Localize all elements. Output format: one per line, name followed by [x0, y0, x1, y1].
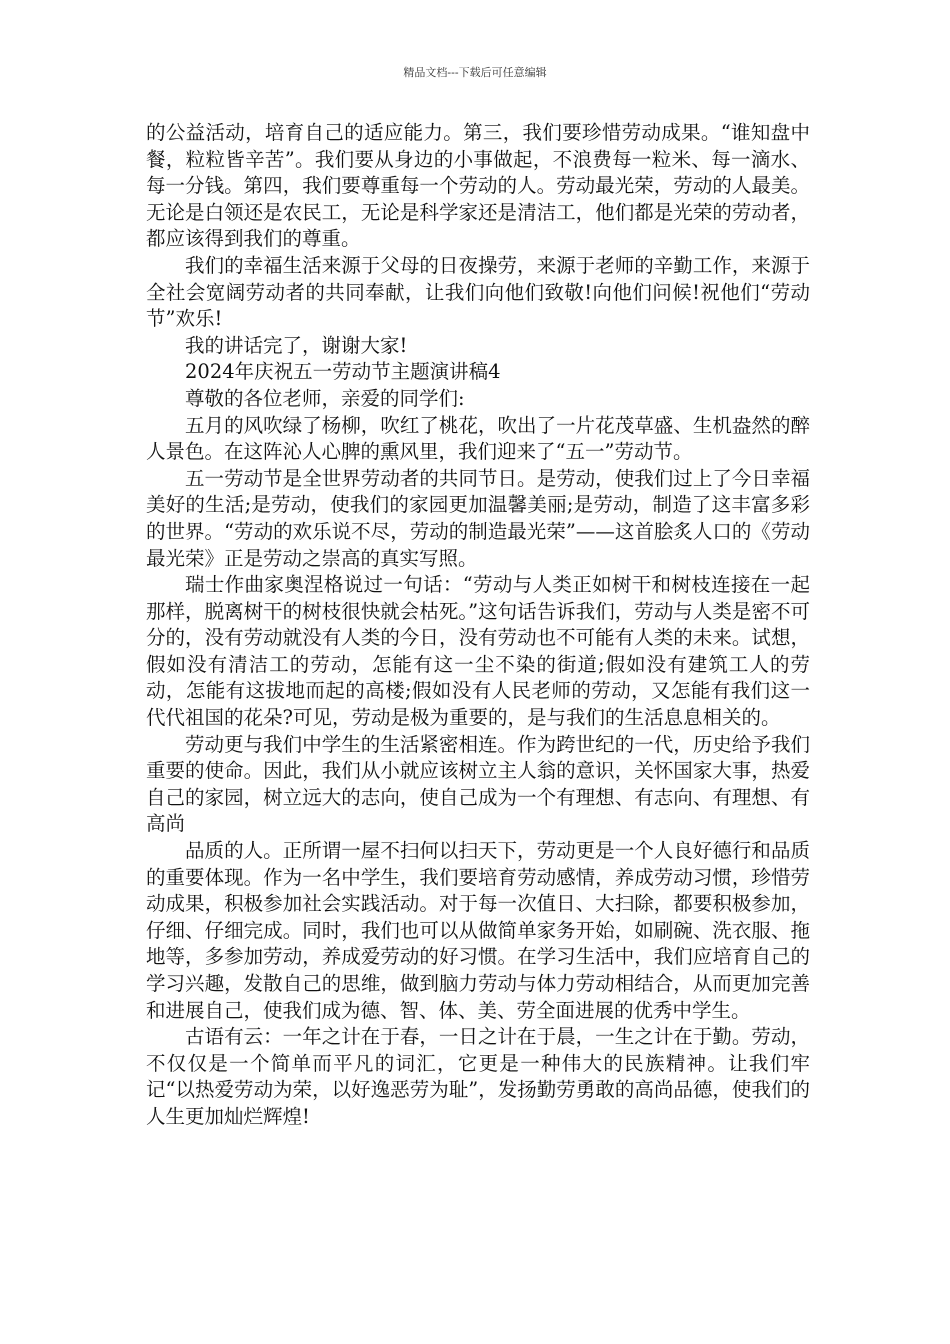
paragraph-3: 五月的风吹绿了杨柳，吹红了桃花，吹出了一片花茂草盛、生机盎然的醉人景色。在这阵沁人心脾的熏风里，我们迎来了“五一”劳动节。: [146, 413, 810, 464]
speech-title: 2024年庆祝五一劳动节主题演讲稿4: [185, 360, 501, 384]
paragraph-2: 我们的幸福生活来源于父母的日夜操劳，来源于老师的辛勤工作，来源于全社会宽阔劳动者的共同奉献，让我们向他们致敬!向他们问候!祝他们“劳动节”欢乐!: [146, 253, 810, 331]
paragraph-5: 瑞士作曲家奥涅格说过一句话：“劳动与人类正如树干和树枝连接在一起那样，脱离树干的树枝很快就会枯死。”这句话告诉我们，劳动与人类是密不可分的，没有劳动就没有人类的今日，没有劳动也不可能有人类的未来。试想，假如没有清洁工的劳动，怎能有这一尘不染的街道;假如没有建筑工人的劳动，怎能有这拔地而起的高楼;假如没有人民老师的劳动，又怎能有我们这一代代祖国的花朵?可见，劳动是极为重要的，是与我们的生活息息相关的。: [146, 573, 810, 730]
paragraph-6: 劳动更与我们中学生的生活紧密相连。作为跨世纪的一代，历史给予我们重要的使命。因此，我们从小就应该树立主人翁的意识，关怀国家大事，热爱自己的家园，树立远大的志向，使自己成为一个有理想、有志向、有理想、有高尚: [146, 732, 810, 836]
paragraph-8: 古语有云：一年之计在于春，一日之计在于晨，一生之计在于勤。劳动，不仅仅是一个简单而平凡的词汇，它更是一种伟大的民族精神。让我们牢记“以热爱劳动为荣，以好逸恶劳为耻”，发扬勤劳勇敢的高尚品德，使我们的人生更加灿烂辉煌!: [146, 1025, 810, 1128]
page-header: 精品文档---下载后可任意编辑: [403, 66, 547, 79]
paragraph-1: 的公益活动，培育自己的适应能力。第三，我们要珍惜劳动成果。“谁知盘中餐，粒粒皆辛苦”。我们要从身边的小事做起，不浪费每一粒米、每一滴水、每一分钱。第四，我们要尊重每一个劳动的人。劳动最光荣，劳动的人最美。无论是白领还是农民工，无论是科学家还是清洁工，他们都是光荣的劳动者，都应该得到我们的尊重。: [146, 121, 810, 251]
paragraph-4: 五一劳动节是全世界劳动者的共同节日。是劳动，使我们过上了今日幸福美好的生活;是劳动，使我们的家园更加温馨美丽;是劳动，制造了这丰富多彩的世界。“劳动的欢乐说不尽，劳动的制造最光荣”——这首脍炙人口的《劳动最光荣》正是劳动之崇高的真实写照。: [146, 466, 810, 570]
document-body: [146, 120, 810, 1131]
paragraph-7: 品质的人。正所谓一屋不扫何以扫天下，劳动更是一个人良好德行和品质的重要体现。作为一名中学生，我们要培育劳动感情，养成劳动习惯，珍惜劳动成果，积极参加社会实践活动。对于每一次值日、大扫除，都要积极参加，仔细、仔细完成。同时，我们也可以从做简单家务开始，如刷碗、洗衣服、拖地等，多参加劳动，养成爱劳动的好习惯。在学习生活中，我们应培育自己的学习兴趣，发散自己的思维，做到脑力劳动与体力劳动相结合，从而更加完善和进展自己，使我们成为德、智、体、美、劳全面进展的优秀中学生。: [146, 839, 810, 1022]
paragraph-closing: 我的讲话完了，谢谢大家!: [185, 333, 408, 357]
salutation: 尊敬的各位老师，亲爱的同学们:: [185, 386, 465, 410]
